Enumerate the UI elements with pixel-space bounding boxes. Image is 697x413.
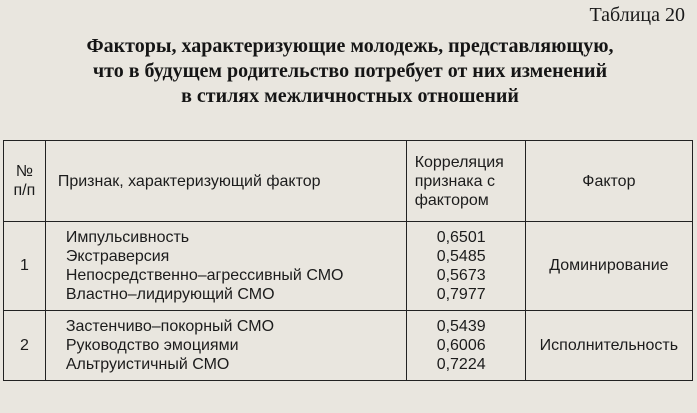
- factor-table: [3, 140, 693, 381]
- correlation-value: 0,5673: [436, 267, 486, 284]
- correlation-list: [406, 222, 525, 311]
- correlation-value: 0,6006: [436, 337, 486, 354]
- header-row: [4, 141, 693, 222]
- sign-item: Экстраверсия: [65, 248, 170, 265]
- correlation-value: 0,5485: [436, 248, 486, 265]
- header-number: № п/п: [4, 141, 46, 222]
- header-correlation: Корреляция признака с фактором: [406, 141, 525, 222]
- table-title: [40, 34, 660, 109]
- factor-name: Доминирование: [525, 222, 692, 311]
- correlation-value: 0,6501: [436, 229, 486, 246]
- sign-item: Непосредственно–агрессивный СМО: [65, 267, 344, 284]
- sign-item: Руководство эмоциями: [65, 337, 239, 354]
- header-sign: Признак, характеризующий фактор: [45, 141, 406, 222]
- correlation-value: 0,7224: [436, 356, 486, 373]
- row-number: 1: [4, 222, 46, 311]
- title-line: в стилях межличностных отношений: [181, 85, 519, 107]
- correlation-list: [406, 311, 525, 381]
- sign-list: [45, 311, 406, 381]
- sign-item: Альтруистичный СМО: [65, 356, 230, 373]
- correlation-value: 0,7977: [436, 286, 486, 303]
- row-number: 2: [4, 311, 46, 381]
- correlation-value: 0,5439: [436, 318, 486, 335]
- title-line: что в будущем родительство потребует от них изменений: [92, 60, 608, 82]
- sign-item: Властно–лидирующий СМО: [65, 286, 275, 303]
- table-number: Таблица 20: [589, 4, 685, 26]
- sign-item: Импульсивность: [65, 229, 190, 246]
- table-row: [4, 311, 693, 381]
- sign-list: [45, 222, 406, 311]
- factor-name: Исполнительность: [525, 311, 692, 381]
- sign-item: Застенчиво–покорный СМО: [65, 318, 275, 335]
- title-line: Факторы, характеризующие молодежь, представляющую,: [86, 35, 614, 57]
- header-factor: Фактор: [525, 141, 692, 222]
- table-row: [4, 222, 693, 311]
